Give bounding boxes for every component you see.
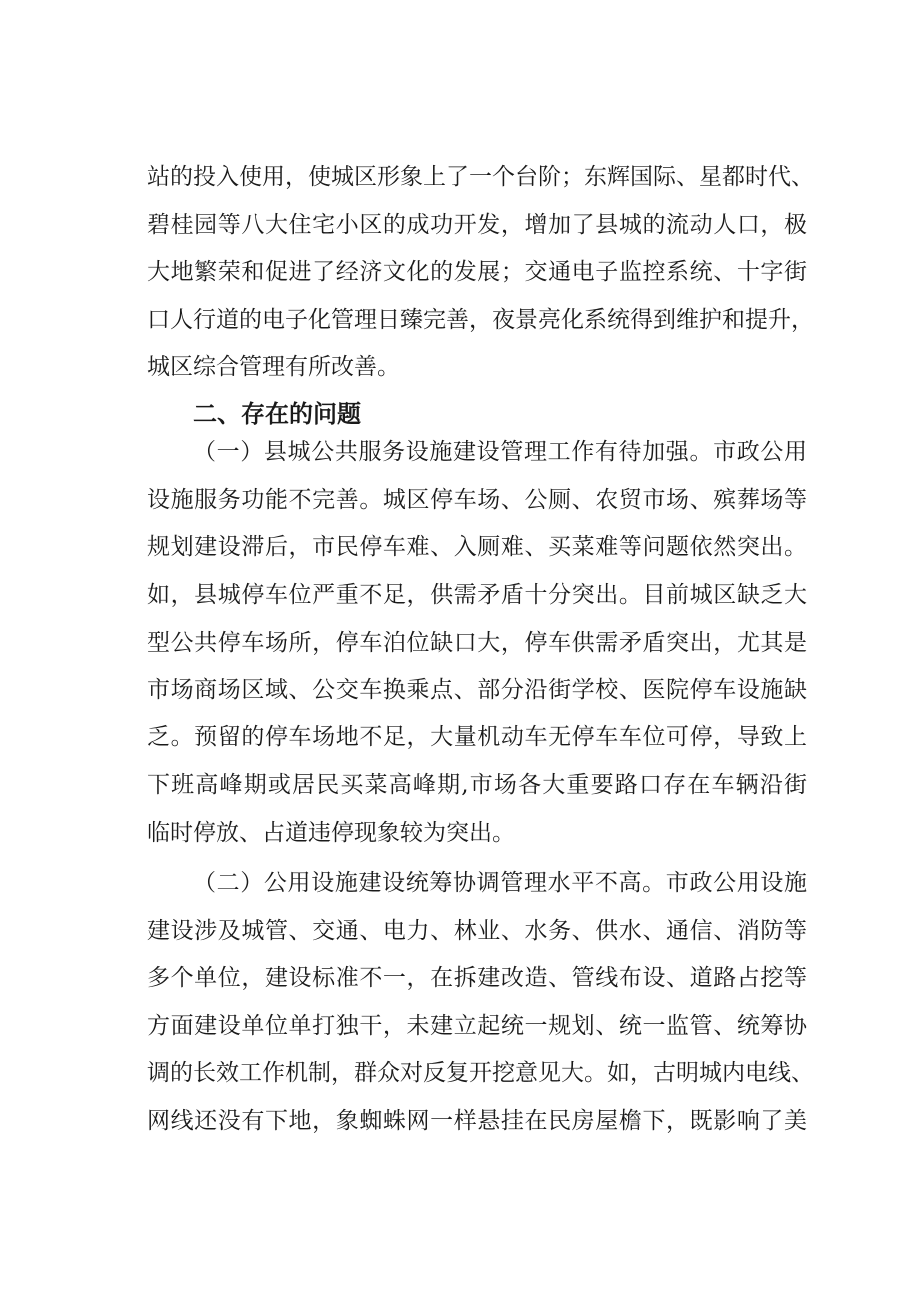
- para3-line-1: （二）公用设施建设统筹协调管理水平不高。市政公用设施: [193, 870, 807, 896]
- para2-line-9: 临时停放、占道违停现象较为突出。: [147, 820, 515, 846]
- para3-line-6: 网线还没有下地，象蜘蛛网一样悬挂在民房屋檐下，既影响了美: [147, 1108, 807, 1134]
- para1-line-5: 城区综合管理有所改善。: [147, 354, 400, 380]
- para2-line-7: 乏。预留的停车场地不足，大量机动车无停车车位可停，导致上: [147, 724, 807, 750]
- para2-line-5: 型公共停车场所，停车泊位缺口大，停车供需矛盾突出，尤其是: [147, 630, 807, 656]
- para1-line-4: 口人行道的电子化管理日臻完善，夜景亮化系统得到维护和提升，: [147, 307, 814, 333]
- para1-line-2: 碧桂园等八大住宅小区的成功开发，增加了县城的流动人口，极: [147, 212, 807, 238]
- para2-line-3: 规划建设滞后，市民停车难、入厕难、买菜难等问题依然突出。: [147, 534, 807, 560]
- para2-line-2: 设施服务功能不完善。城区停车场、公厕、农贸市场、殡葬场等: [147, 487, 807, 513]
- para2-line-1: （一）县城公共服务设施建设管理工作有待加强。市政公用: [193, 439, 807, 465]
- para3-line-5: 调的长效工作机制，群众对反复开挖意见大。如，古明城内电线、: [147, 1060, 814, 1086]
- para1-line-3: 大地繁荣和促进了经济文化的发展；交通电子监控系统、十字街: [147, 259, 807, 285]
- para2-line-8: 下班高峰期或居民买菜高峰期,市场各大重要路口存在车辆沿街: [147, 772, 807, 798]
- para2-line-4: 如，县城停车位严重不足，供需矛盾十分突出。目前城区缺乏大: [147, 582, 807, 608]
- para1-line-1: 站的投入使用，使城区形象上了一个台阶；东辉国际、星都时代、: [147, 164, 814, 190]
- section-heading: 二、存在的问题: [193, 400, 361, 428]
- para3-line-4: 方面建设单位单打独干，未建立起统一规划、统一监管、统筹协: [147, 1013, 807, 1039]
- para3-line-3: 多个单位，建设标准不一，在拆建改造、管线布设、道路占挖等: [147, 965, 807, 991]
- para2-line-6: 市场商场区域、公交车换乘点、部分沿街学校、医院停车设施缺: [147, 677, 807, 703]
- para3-line-2: 建设涉及城管、交通、电力、林业、水务、供水、通信、消防等: [147, 918, 807, 944]
